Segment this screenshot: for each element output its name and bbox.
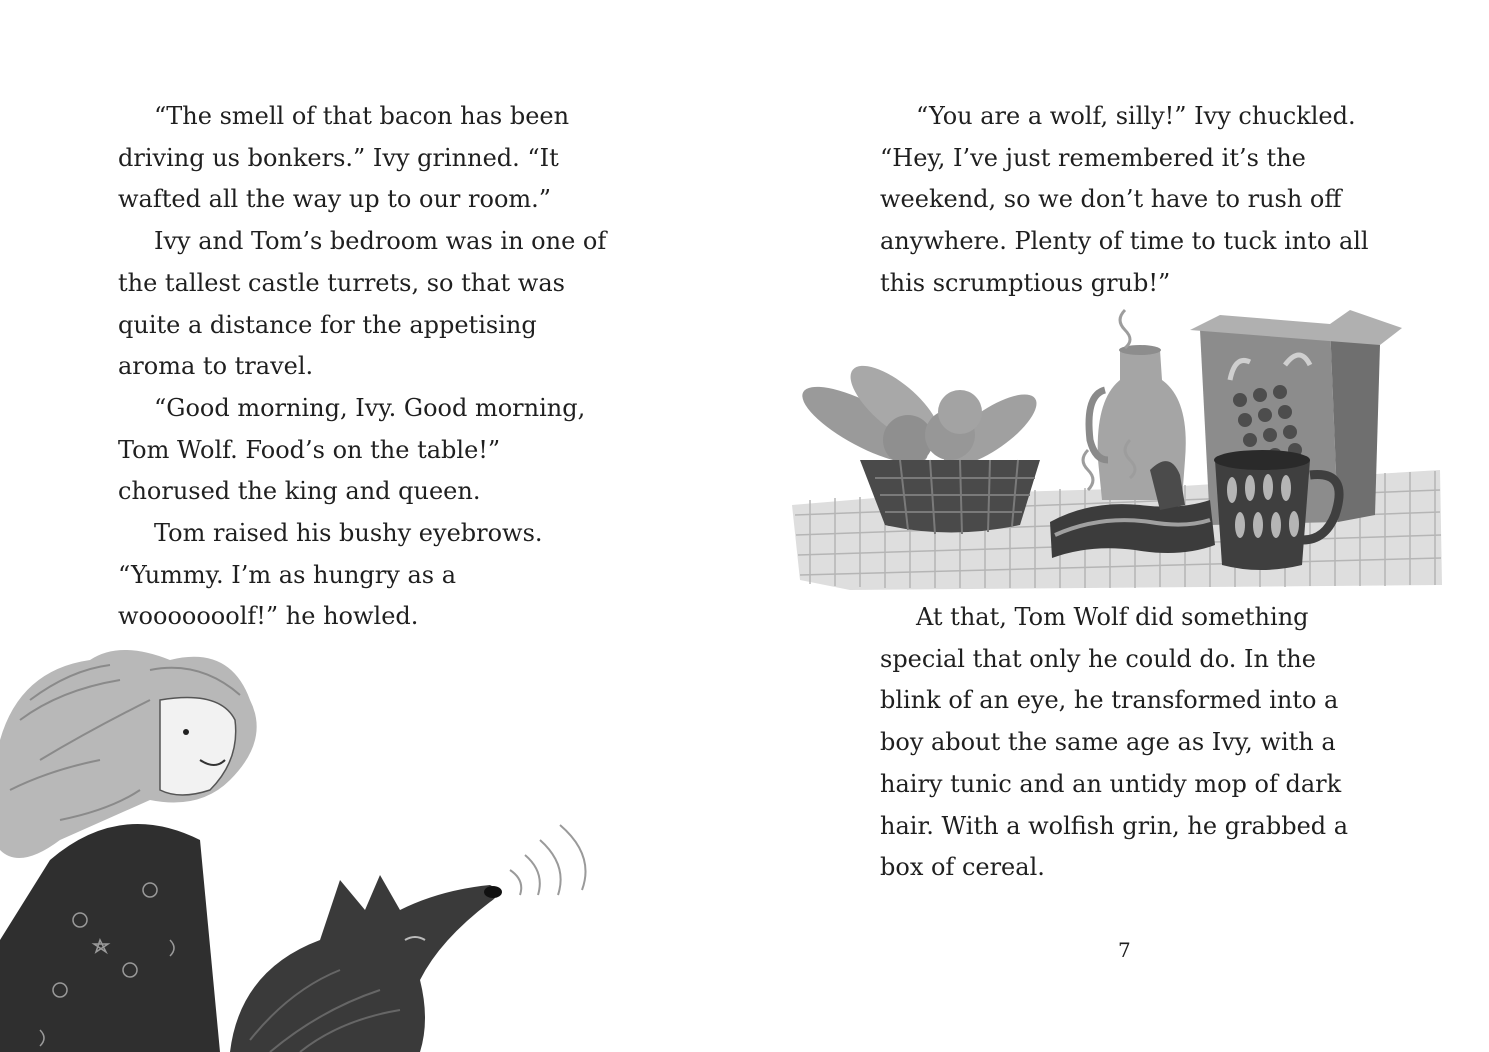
left-paragraph-3: “Good morning, Ivy. Good morning, Tom Wolf. Food’s on the table!” chorused the king and queen. bbox=[118, 393, 586, 506]
left-page-text bbox=[118, 96, 618, 638]
left-paragraph-1: “The smell of that bacon has been driving us bonkers.” Ivy grinned. “It wafted all the way up to our room.” bbox=[118, 102, 570, 214]
right-page-text-top bbox=[880, 96, 1380, 305]
right-page-text-bottom bbox=[880, 597, 1380, 889]
left-paragraph-2: Ivy and Tom’s bedroom was in one of the tallest castle turrets, so that was quite a distance for the appetising aroma to travel. bbox=[118, 227, 607, 381]
right-paragraph-1: “You are a wolf, silly!” Ivy chuckled. “Hey, I’ve just remembered it’s the weekend, so we don’t have to rush off anywhere. Plenty of time to tuck into all this scrumptious grub!” bbox=[880, 102, 1369, 297]
page-number: 7 bbox=[1118, 938, 1131, 962]
right-paragraph-2: At that, Tom Wolf did something special that only he could do. In the blink of an eye, he transformed into a boy about the same age as Ivy, with a hairy tunic and an untidy mop of dark hair. With a wolfish grin, he grabbed a box of cereal. bbox=[880, 603, 1349, 882]
left-paragraph-4: Tom raised his bushy eyebrows. “Yummy. I’m as hungry as a wooooooolf!” he howled. bbox=[118, 519, 543, 631]
ivy-dress bbox=[0, 824, 220, 1052]
wolf bbox=[230, 875, 502, 1052]
breakfast-table-illustration bbox=[790, 300, 1450, 590]
sniff-lines bbox=[510, 825, 586, 895]
ivy-and-wolf-illustration bbox=[0, 640, 640, 1052]
